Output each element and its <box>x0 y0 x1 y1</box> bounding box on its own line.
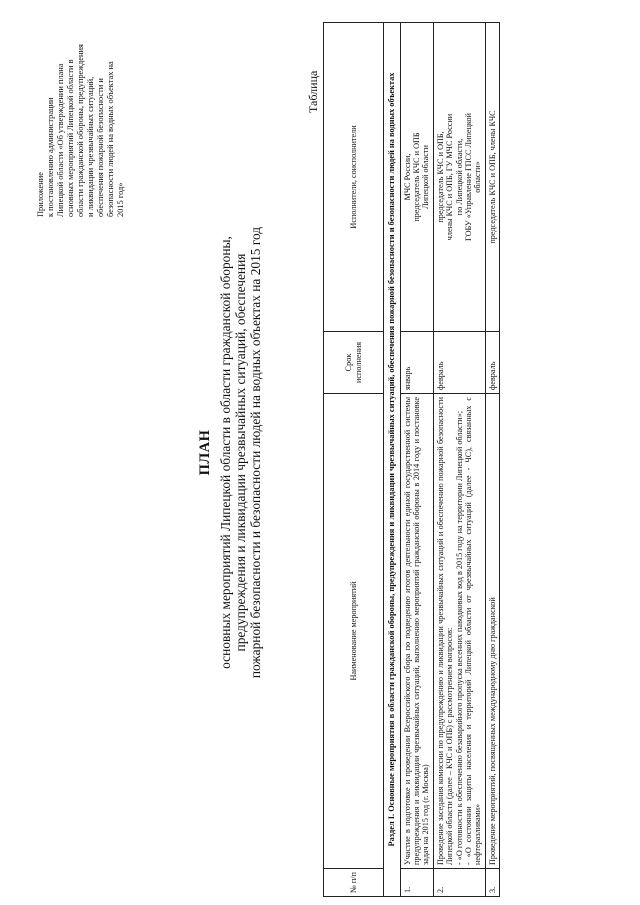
row-num: 3. <box>485 869 499 897</box>
row-name <box>400 394 433 869</box>
row-term: январь <box>400 332 433 394</box>
appendix-line: Приложение <box>36 172 45 217</box>
plan-table <box>323 22 500 897</box>
row-exec <box>485 23 499 332</box>
subtitle-line: основных мероприятий Липецкой области в области гражданской обороны, <box>218 236 233 669</box>
appendix-line: и ликвидации чрезвычайных ситуаций, <box>86 76 95 217</box>
row-name <box>485 394 499 869</box>
row-name-line: - «О готовности к обеспечению безаварийного пропуска весенних паводковых вод в 2015 году на территории Липецкой области»; <box>454 410 464 865</box>
appendix-line: безопасности людей на водных объектах на <box>106 61 115 217</box>
section-row <box>384 23 401 897</box>
row-exec <box>433 23 485 332</box>
appendix-line: 2015 год» <box>116 182 125 217</box>
section-title: Раздел I. Основные мероприятия в области гражданской обороны, предупреждения и ликвидации чрезвычайных ситуаций, обеспечения пожарной безопасности и безопасности людей на водных объектах <box>384 23 401 897</box>
row-name-line: Проведение мероприятий, посвященных международному дню гражданской <box>487 597 497 865</box>
row-exec-line: члены КЧС и ОПБ, ГУ МЧС России <box>445 113 455 241</box>
row-term: февраль <box>485 332 499 394</box>
table-row <box>400 23 433 897</box>
row-exec-line: по Липецкой области, <box>454 138 464 216</box>
subtitle-line: предупреждения и ликвидации чрезвычайных ситуаций, обеспечения <box>233 253 249 652</box>
appendix-line: обеспечения пожарной безопасности и <box>96 78 105 217</box>
table-row <box>485 23 499 897</box>
row-exec-line: ГОБУ «Управление ГПСС Липецкой <box>464 113 474 241</box>
header-num: № п/п <box>324 869 384 897</box>
table-label: Таблица <box>306 70 320 113</box>
row-name <box>433 394 485 869</box>
header-term: Срок исполнения <box>324 332 384 394</box>
row-name-line: Участие в подготовке и проведении Всероссийского сбора по подведению итогов деятельности единой государственной системы предупреждения и ликвидации чрезвычайных ситуаций, выполнению мероприятий гражданской обороны в 2014 году и постановке задач на 2015 год (г. Москва) <box>402 397 431 865</box>
row-exec-line: МЧС России, <box>402 153 412 201</box>
appendix-line: Липецкой области «Об утверждении плана <box>56 63 65 217</box>
appendix-line: области гражданской обороны, предупреждения <box>76 44 85 217</box>
plan-title: ПЛАН <box>197 429 213 476</box>
row-exec-line: председатель КЧС и ОПБ, <box>435 131 445 223</box>
row-exec-line: председатель КЧС и ОПБ <box>412 132 421 222</box>
table-header-row <box>324 23 384 897</box>
row-exec-line: председатель КЧС и ОПБ, члены КЧС <box>487 110 497 244</box>
appendix-note <box>36 29 126 217</box>
appendix-line: основных мероприятий Липецкой области в <box>66 59 75 217</box>
plan-subtitle <box>218 40 264 865</box>
subtitle-line: пожарной безопасности и безопасности людей на водных объектах на 2015 год <box>248 226 264 679</box>
row-term: февраль <box>433 332 485 394</box>
header-exec: Исполнители, соисполнители <box>324 23 384 332</box>
row-name-line: Проведение заседания комиссии по предупреждению и ликвидации чрезвычайных ситуаций и обеспечению пожарной безопасности Липецкой области (далее – КЧС и ОПБ) с рассмотрением вопросов: <box>435 397 455 865</box>
table-row <box>433 23 485 897</box>
row-num: 1. <box>400 869 433 897</box>
appendix-line: к постановлению администрации <box>46 97 55 217</box>
row-num: 2. <box>433 869 485 897</box>
row-exec-line: Липецкой области <box>421 145 431 209</box>
row-exec-line: области» <box>473 161 483 193</box>
header-name: Наименование мероприятий <box>324 394 384 869</box>
row-name-line: - «О состоянии защиты населения и территорий Липецкой области от чрезвычайных ситуаций (далее - ЧС), связанных с нефтеразливами» <box>464 397 483 865</box>
row-exec <box>400 23 433 332</box>
